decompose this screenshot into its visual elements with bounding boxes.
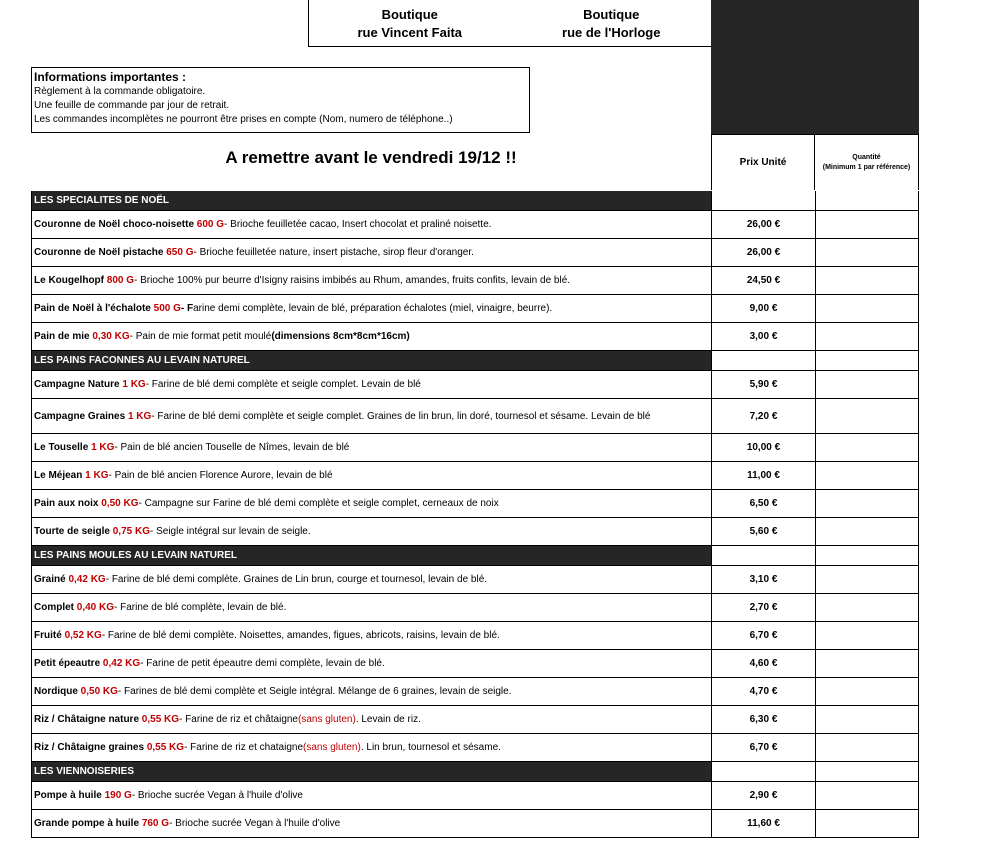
unit-price-cell: 5,90 € xyxy=(711,371,815,398)
unit-price-cell: 4,60 € xyxy=(711,650,815,677)
product-desc-text: - Pain de blé ancien Touselle de Nîmes, levain de blé xyxy=(114,442,350,453)
product-desc-text: - Farine de blé demi complète et seigle complet. Graines de lin brun, lin doré, tournesol et sésame. Levain de blé xyxy=(151,410,651,422)
product-weight: 1 KG xyxy=(127,410,152,422)
unit-price-cell: 6,50 € xyxy=(711,490,815,517)
product-description xyxy=(31,371,711,398)
product-description xyxy=(31,462,711,489)
quantity-input-cell[interactable] xyxy=(815,462,919,489)
unit-price-cell: 11,60 € xyxy=(711,810,815,837)
product-name: Campagne Graines xyxy=(34,410,126,422)
product-weight: 0,52 KG xyxy=(64,630,102,641)
boutique-horloge: Boutique rue de l'Horloge xyxy=(562,7,661,40)
quantity-input-cell[interactable] xyxy=(815,594,919,621)
quantity-input-cell[interactable] xyxy=(815,518,919,545)
product-name: Pompe à huile xyxy=(34,790,102,801)
section-title xyxy=(31,191,711,210)
product-desc-suffix: . Lin brun, tournesol et sésame. xyxy=(360,742,501,753)
product-desc-text: - Brioche sucrée Vegan à l'huile d'olive xyxy=(169,818,341,829)
product-desc-text: - Pain de mie format petit moulé xyxy=(129,331,272,342)
product-weight: 0,50 KG xyxy=(80,686,118,697)
quantity-input-cell[interactable] xyxy=(815,399,919,433)
product-description xyxy=(31,434,711,461)
product-row xyxy=(31,211,919,239)
product-name: Riz / Châtaigne graines xyxy=(34,742,145,753)
product-desc-text: - Farine de blé demi complète. Graines de Lin brun, courge et tournesol, levain de blé. xyxy=(105,574,488,585)
quantity-column-header: Quantité (Minimum 1 par référence) xyxy=(815,134,919,190)
product-weight: 0,30 KG xyxy=(92,331,130,342)
product-row xyxy=(31,323,919,351)
product-desc-text: - Farines de blé demi complète et Seigle intégral. Mélange de 6 graines, levain de seigle. xyxy=(117,686,512,697)
product-name: Le Touselle xyxy=(34,442,89,453)
product-row xyxy=(31,594,919,622)
quantity-input-cell[interactable] xyxy=(815,267,919,294)
product-name: Grande pompe à huile xyxy=(34,818,140,829)
unit-price-cell xyxy=(711,762,815,781)
important-info-box xyxy=(31,67,530,133)
product-row xyxy=(31,782,919,810)
unit-price-cell: 7,20 € xyxy=(711,399,815,433)
quantity-input-cell[interactable] xyxy=(815,295,919,322)
product-row xyxy=(31,810,919,838)
product-description xyxy=(31,810,711,837)
info-line: Les commandes incomplètes ne pourront être prises en compte (Nom, numero de téléphone..) xyxy=(34,114,453,125)
section-title-text: LES SPECIALITES DE NOËL xyxy=(34,195,170,206)
product-weight: 1 KG xyxy=(91,442,115,453)
product-desc-text: arine demi complète, levain de blé, préparation échalotes (miel, vinaigre, beurre). xyxy=(193,303,553,314)
section-title xyxy=(31,762,711,781)
unit-price-cell: 2,90 € xyxy=(711,782,815,809)
info-line: Une feuille de commande par jour de retrait. xyxy=(34,100,230,111)
section-header-row xyxy=(31,351,919,371)
product-name: Campagne Nature xyxy=(34,379,120,390)
gluten-free-note: (sans gluten) xyxy=(303,742,361,753)
unit-price-cell: 6,70 € xyxy=(711,622,815,649)
section-title-text: LES PAINS MOULES AU LEVAIN NATUREL xyxy=(34,550,237,561)
product-name: Le Méjean xyxy=(34,470,83,481)
price-column-header: Prix Unité xyxy=(711,134,815,190)
product-desc-text: - Farine de petit épeautre demi complète, levain de blé. xyxy=(140,658,385,669)
unit-price-cell: 9,00 € xyxy=(711,295,815,322)
unit-price-cell xyxy=(711,191,815,210)
product-description xyxy=(31,566,711,593)
quantity-input-cell[interactable] xyxy=(815,371,919,398)
product-name: Complet xyxy=(34,602,74,613)
unit-price-cell: 2,70 € xyxy=(711,594,815,621)
product-weight: 1 KG xyxy=(122,379,146,390)
product-row xyxy=(31,239,919,267)
quantity-input-cell[interactable] xyxy=(815,810,919,837)
product-row xyxy=(31,622,919,650)
product-desc-text: - Farine de riz et châtaigne xyxy=(179,714,298,725)
product-name: Riz / Châtaigne nature xyxy=(34,714,140,725)
product-weight: 500 G xyxy=(153,303,181,314)
section-title xyxy=(31,351,711,370)
unit-price-cell: 26,00 € xyxy=(711,211,815,238)
quantity-input-cell xyxy=(815,351,919,370)
product-description xyxy=(31,782,711,809)
product-description xyxy=(31,211,711,238)
boutique-vincent-faita: Boutique rue Vincent Faita xyxy=(357,7,462,40)
product-description xyxy=(31,295,711,322)
section-header-row xyxy=(31,762,919,782)
quantity-input-cell[interactable] xyxy=(815,211,919,238)
product-row xyxy=(31,678,919,706)
quantity-input-cell[interactable] xyxy=(815,239,919,266)
product-weight: 0,55 KG xyxy=(141,714,180,725)
gluten-free-note: (sans gluten) xyxy=(298,714,356,725)
product-weight: 0,42 KG xyxy=(102,658,141,669)
product-row xyxy=(31,566,919,594)
product-row xyxy=(31,706,919,734)
product-description xyxy=(31,518,711,545)
order-table xyxy=(31,191,919,838)
product-weight: 0,55 KG xyxy=(146,742,185,753)
product-row xyxy=(31,434,919,462)
product-row xyxy=(31,650,919,678)
product-dimensions: (dimensions 8cm*8cm*16cm) xyxy=(271,331,410,342)
product-desc-text: - Campagne sur Farine de blé demi complète et seigle complet, cerneaux de noix xyxy=(138,498,499,509)
product-desc-text: - Farine de riz et chataigne xyxy=(184,742,304,753)
quantity-input-cell[interactable] xyxy=(815,434,919,461)
product-row xyxy=(31,462,919,490)
product-name: Couronne de Noël pistache xyxy=(34,247,164,258)
section-title-text: LES VIENNOISERIES xyxy=(34,766,135,777)
unit-price-cell: 3,10 € xyxy=(711,566,815,593)
product-desc-text: - Farine de blé complète, levain de blé. xyxy=(114,602,287,613)
product-weight: 0,50 KG xyxy=(101,498,139,509)
quantity-input-cell[interactable] xyxy=(815,490,919,517)
product-row xyxy=(31,267,919,295)
product-description xyxy=(31,650,711,677)
unit-price-cell: 6,30 € xyxy=(711,706,815,733)
unit-price-cell: 4,70 € xyxy=(711,678,815,705)
section-title-text: LES PAINS FACONNES AU LEVAIN NATUREL xyxy=(34,355,250,366)
section-header-row xyxy=(31,546,919,566)
unit-price-cell: 5,60 € xyxy=(711,518,815,545)
info-title: Informations importantes : xyxy=(34,70,187,84)
product-desc-text: - Brioche 100% pur beurre d'Isigny raisins imbibés au Rhum, amandes, fruits confits, levain de blé. xyxy=(134,275,571,286)
product-name: Petit épeautre xyxy=(34,658,101,669)
product-description xyxy=(31,734,711,761)
product-name: Pain de Noël à l'échalote xyxy=(34,303,151,314)
product-desc-text: - Farine de blé demi complète et seigle complet. Levain de blé xyxy=(145,379,421,390)
product-row xyxy=(31,518,919,546)
product-desc-text: - Brioche feuilletée cacao, Insert chocolat et praliné noisette. xyxy=(224,219,492,230)
quantity-input-cell[interactable] xyxy=(815,734,919,761)
unit-price-cell xyxy=(711,546,815,565)
quantity-input-cell[interactable] xyxy=(815,650,919,677)
unit-price-cell: 6,70 € xyxy=(711,734,815,761)
product-description xyxy=(31,267,711,294)
product-name: Fruité xyxy=(34,630,62,641)
product-name: Grainé xyxy=(34,574,66,585)
quantity-input-cell[interactable] xyxy=(815,678,919,705)
product-row xyxy=(31,371,919,399)
quantity-input-cell[interactable] xyxy=(815,323,919,350)
product-row xyxy=(31,734,919,762)
unit-price-cell: 3,00 € xyxy=(711,323,815,350)
header-dark-block xyxy=(711,0,919,134)
product-desc-text: - Seigle intégral sur levain de seigle. xyxy=(149,526,311,537)
unit-price-cell: 26,00 € xyxy=(711,239,815,266)
product-row xyxy=(31,490,919,518)
product-description xyxy=(31,622,711,649)
product-name: Pain de mie xyxy=(34,331,90,342)
section-title xyxy=(31,546,711,565)
product-weight: 1 KG xyxy=(85,470,109,481)
product-name: Pain aux noix xyxy=(34,498,99,509)
unit-price-cell xyxy=(711,351,815,370)
product-desc-text: - Brioche feuilletée nature, insert pistache, sirop fleur d'oranger. xyxy=(193,247,474,258)
product-desc-suffix: . Levain de riz. xyxy=(355,714,421,725)
product-weight: 800 G xyxy=(106,275,135,286)
deadline-title: A remettre avant le vendredi 19/12 !! xyxy=(225,148,517,167)
product-weight: 0,40 KG xyxy=(76,602,115,613)
product-weight: 0,42 KG xyxy=(68,574,106,585)
product-description xyxy=(31,678,711,705)
product-description xyxy=(31,323,711,350)
product-row xyxy=(31,399,919,434)
product-name: Nordique xyxy=(34,686,78,697)
product-weight: 190 G xyxy=(104,790,132,801)
quantity-input-cell[interactable] xyxy=(815,622,919,649)
product-weight: 0,75 KG xyxy=(112,526,150,537)
product-row xyxy=(31,295,919,323)
quantity-input-cell[interactable] xyxy=(815,782,919,809)
quantity-input-cell xyxy=(815,762,919,781)
unit-price-cell: 11,00 € xyxy=(711,462,815,489)
product-description xyxy=(31,399,711,433)
product-desc-text: - Brioche sucrée Vegan à l'huile d'olive xyxy=(131,790,303,801)
product-weight: 760 G xyxy=(141,818,170,829)
quantity-input-cell[interactable] xyxy=(815,566,919,593)
product-description xyxy=(31,490,711,517)
product-name: Le Kougelhopf xyxy=(34,275,104,286)
quantity-input-cell[interactable] xyxy=(815,706,919,733)
product-name: Couronne de Noël choco-noisette xyxy=(34,219,195,230)
unit-price-cell: 24,50 € xyxy=(711,267,815,294)
product-desc-text: - Pain de blé ancien Florence Aurore, levain de blé xyxy=(108,470,333,481)
product-description xyxy=(31,706,711,733)
product-desc-text: - Farine de blé demi complète. Noisettes, amandes, figues, abricots, raisins, levain de blé. xyxy=(101,630,500,641)
section-header-row xyxy=(31,191,919,211)
quantity-input-cell xyxy=(815,546,919,565)
info-line: Règlement à la commande obligatoire. xyxy=(34,86,206,97)
product-name: Tourte de seigle xyxy=(34,526,110,537)
unit-price-cell: 10,00 € xyxy=(711,434,815,461)
product-weight: 650 G xyxy=(166,247,194,258)
boutiques-header xyxy=(308,0,713,47)
product-description xyxy=(31,239,711,266)
quantity-input-cell xyxy=(815,191,919,210)
product-weight: 600 G xyxy=(196,219,225,230)
product-desc-prefix: - F xyxy=(180,303,194,314)
product-description xyxy=(31,594,711,621)
